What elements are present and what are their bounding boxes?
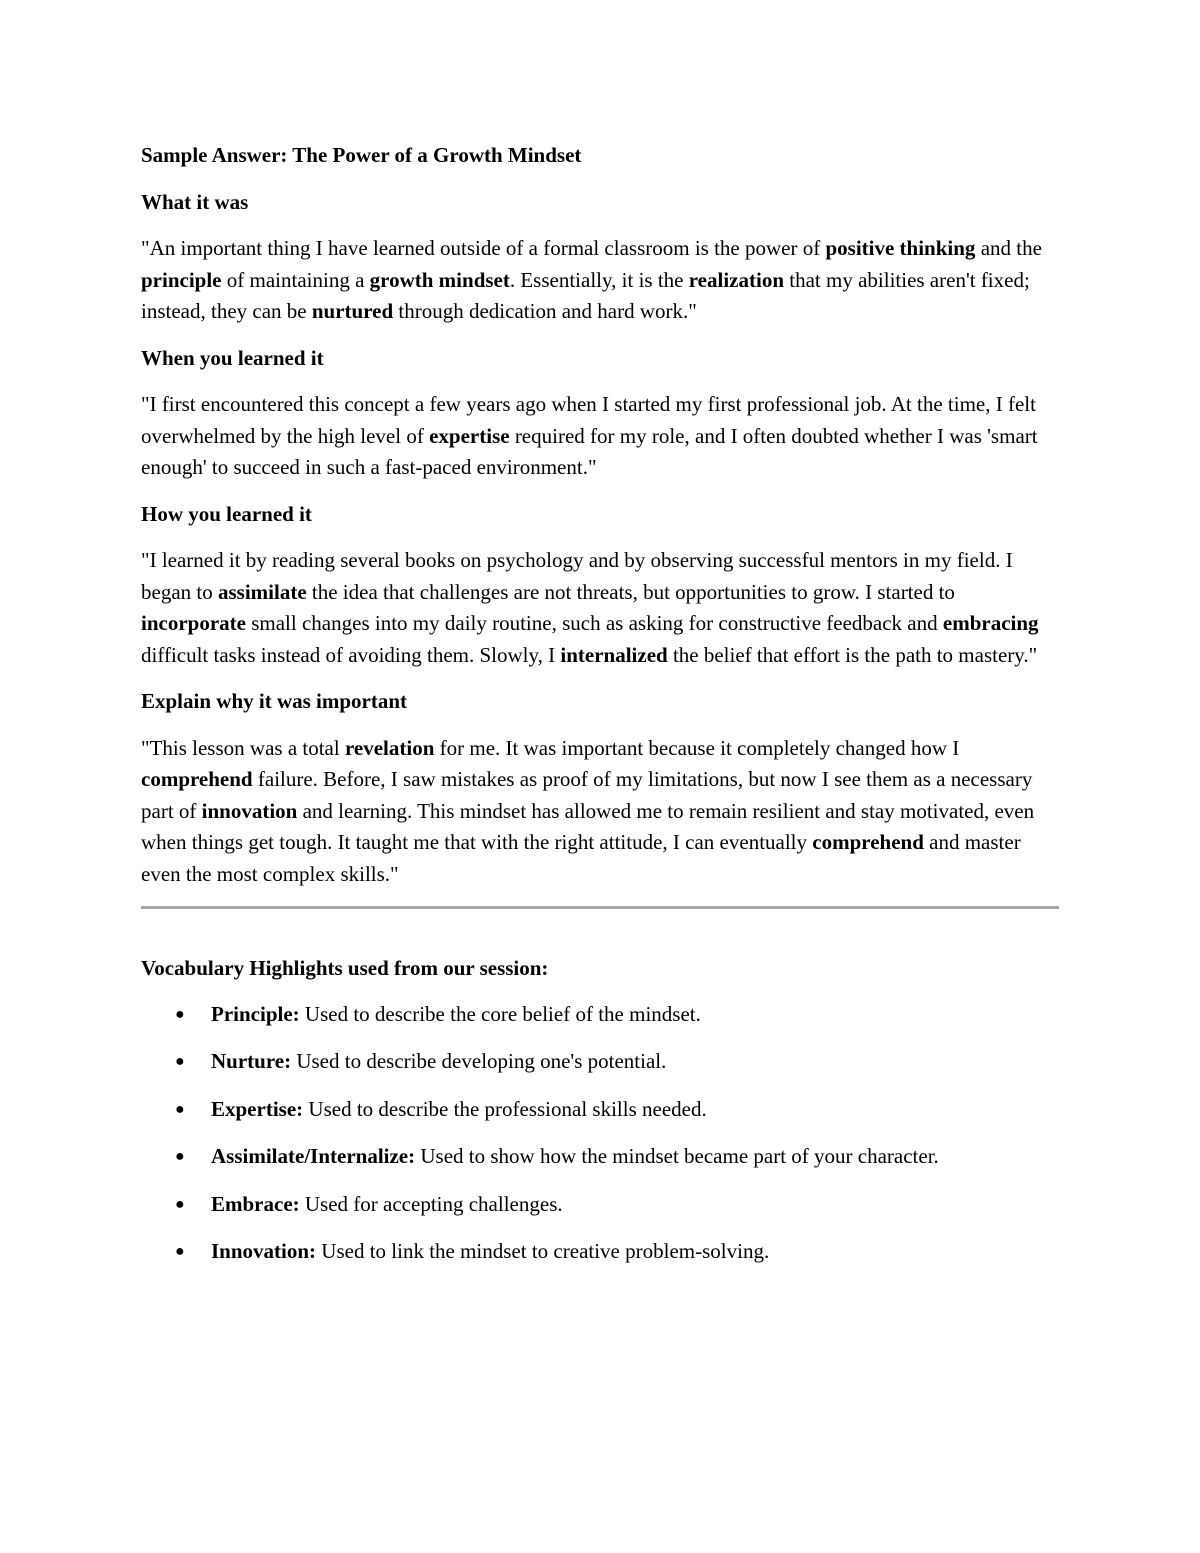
vocab-item [141, 1236, 1061, 1268]
vocab-term-bold: assimilate [217, 579, 307, 604]
vocab-item [141, 1094, 1061, 1126]
text-run: through dedication and hard work." [393, 299, 697, 323]
text-run: "I first encountered this concept a few years ago when I started my first professional job. At the time, I felt overwhelmed by the high level of [141, 392, 1036, 448]
section-paragraph [141, 733, 1061, 891]
vocab-item-term: Principle: [211, 1001, 300, 1026]
text-run: the idea that challenges are not threats, but opportunities to grow. I started to [306, 579, 955, 604]
vocab-item-term: Innovation: [211, 1239, 317, 1263]
section-heading: What it was [141, 189, 249, 214]
vocab-item-description: Used for accepting challenges. [299, 1191, 563, 1216]
vocab-term-bold: comprehend [141, 767, 253, 791]
text-run: for me. It was important because it completely changed how I [434, 735, 960, 760]
vocab-term-bold: internalized [560, 642, 668, 667]
sections [141, 187, 1061, 891]
vocab-term-bold: realization [688, 267, 784, 292]
vocab-list [141, 999, 1061, 1268]
vocab-term-bold: revelation [344, 735, 435, 760]
section-paragraph [141, 389, 1061, 484]
vocab-item-term: Embrace: [211, 1191, 300, 1216]
text-run: failure. Before, I saw mistakes as proof of my limitations, but now I see them as a necessary part of [141, 767, 1033, 823]
text-run: and the [975, 236, 1042, 260]
vocab-term-bold: positive thinking [825, 236, 976, 260]
vocab-item [141, 1189, 1061, 1221]
text-run: "I learned it by reading several books on psychology and by observing successful mentors in my field. I began to [141, 548, 1013, 604]
vocab-item [141, 1046, 1061, 1078]
vocab-item-description: Used to describe developing one's potential. [291, 1049, 667, 1073]
vocab-term-bold: innovation [201, 798, 298, 823]
bullet-icon: ● [175, 1148, 185, 1165]
vocab-heading: Vocabulary Highlights used from our session: [141, 956, 549, 980]
vocab-item-description: Used to link the mindset to creative problem-solving. [316, 1239, 770, 1263]
section-heading: Explain why it was important [141, 689, 408, 713]
text-run: "An important thing I have learned outside of a formal classroom is the power of [141, 236, 826, 260]
section-heading: How you learned it [141, 501, 312, 526]
vocab-item-description: Used to show how the mindset became part of your character. [415, 1144, 939, 1168]
section-heading: When you learned it [141, 345, 324, 370]
text-run: . Essentially, it is the [509, 267, 689, 292]
bullet-icon: ● [175, 1195, 185, 1213]
vocab-item [141, 1141, 1061, 1173]
section-paragraph [141, 233, 1061, 328]
vocab-term-bold: embracing [942, 611, 1039, 635]
text-run: required for my role, and I often doubted whether I was 'smart enough' to succeed in such a fast-paced environment." [141, 423, 1038, 479]
vocab-term-bold: nurtured [311, 299, 394, 323]
bullet-icon: ● [175, 1100, 185, 1118]
bullet-icon: ● [175, 1005, 185, 1023]
vocab-item-term: Expertise: [211, 1096, 304, 1121]
vocab-item-description: Used to describe the core belief of the mindset. [299, 1001, 701, 1026]
bullet-icon: ● [175, 1243, 185, 1260]
vocab-term-bold: incorporate [141, 611, 246, 635]
text-run: "This lesson was a total [141, 735, 345, 760]
vocab-item-description: Used to describe the professional skills needed. [303, 1096, 707, 1121]
vocab-item-term: Assimilate/Internalize: [211, 1144, 416, 1168]
vocab-term-bold: expertise [429, 423, 510, 448]
section-divider [141, 906, 1059, 909]
document-title: Sample Answer: The Power of a Growth Mindset [141, 143, 582, 167]
text-run: the belief that effort is the path to mastery." [667, 642, 1038, 667]
text-run: difficult tasks instead of avoiding them. Slowly, I [141, 642, 561, 667]
text-run: and learning. This mindset has allowed me to remain resilient and stay motivated, even when things get tough. It taught me that with the right attitude, I can eventually [141, 798, 1035, 854]
vocab-term-bold: growth mindset [369, 267, 510, 292]
vocab-term-bold: principle [141, 267, 222, 292]
text-run: that my abilities aren't fixed; instead, they can be [141, 267, 1030, 323]
document-page [141, 140, 1061, 1284]
bullet-icon: ● [175, 1053, 185, 1070]
text-run: of maintaining a [221, 267, 370, 292]
text-run: small changes into my daily routine, such as asking for constructive feedback and [245, 611, 943, 635]
section-paragraph [141, 545, 1061, 671]
vocab-term-bold: comprehend [812, 830, 924, 854]
text-run: and master even the most complex skills." [141, 830, 1021, 886]
vocab-item-term: Nurture: [211, 1049, 292, 1073]
vocab-item [141, 999, 1061, 1031]
